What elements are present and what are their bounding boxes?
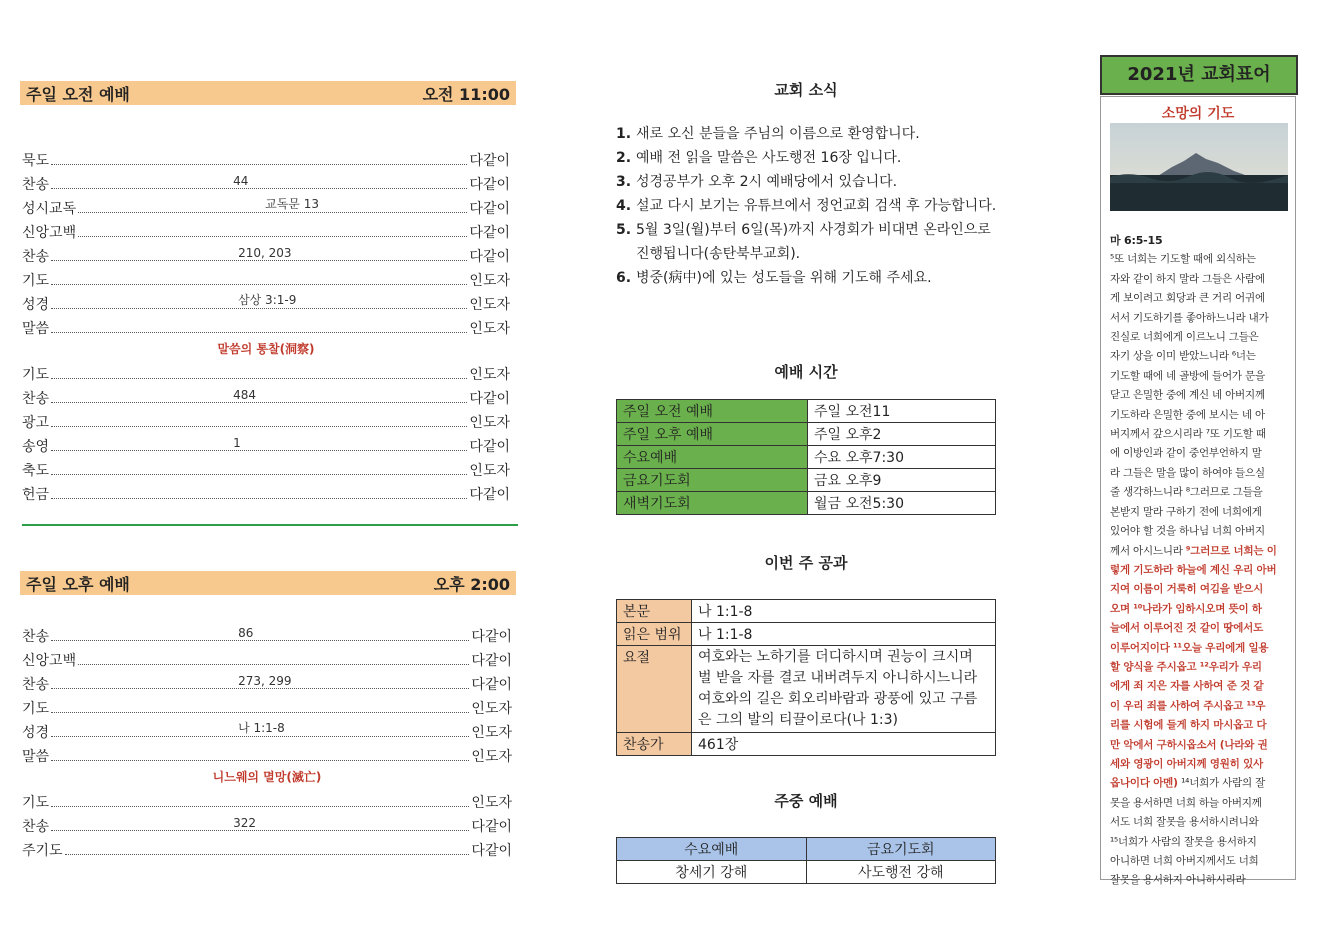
order-role: 다같이 [469, 674, 512, 694]
table-row: 새벽기도회 월금 오전5:30 [617, 492, 996, 515]
order-role: 인도자 [467, 270, 510, 290]
order-detail: 삼상 3:1-9 [238, 293, 297, 307]
dot-leader [51, 436, 467, 451]
verse-line: 오며 ¹⁰나라가 임하시오며 뜻이 하 [1110, 602, 1262, 615]
order-role: 다같이 [469, 816, 512, 836]
order-row [22, 622, 512, 646]
order-role: 다같이 [467, 198, 510, 218]
order-row [22, 812, 512, 836]
order-label: 찬송 [22, 174, 51, 194]
dot-leader [51, 626, 469, 641]
order-label: 신앙고백 [22, 222, 78, 242]
verse-line: 리를 시험에 들게 하지 마시옵고 다 [1110, 719, 1267, 732]
afternoon-header [20, 571, 516, 595]
verse-line: 기도하라 은밀한 중에 보시는 네 아 [1110, 408, 1265, 421]
verse-line: 잘못을 용서하지 아니하시리라 [1110, 874, 1246, 887]
order-label: 주기도 [22, 840, 65, 860]
verse-line: 늘에서 이루어진 것 같이 땅에서도 [1110, 622, 1264, 635]
order-role: 다같이 [467, 246, 510, 266]
order-row [22, 242, 510, 266]
lesson-table [616, 599, 996, 756]
order-row [22, 742, 512, 766]
dot-leader [51, 712, 469, 713]
lesson-title: 이번 주 공과 [764, 554, 848, 572]
order-label: 찬송 [22, 674, 51, 694]
order-label: 기도 [22, 364, 51, 384]
dot-leader [51, 426, 467, 427]
order-role: 다같이 [467, 150, 510, 170]
order-detail: 교독문 13 [265, 197, 319, 211]
order-row [22, 170, 510, 194]
table-row: 요절 여호와는 노하기를 더디하시며 권능이 크시며 벌 받을 자를 결코 내버려두지 아니하시느니라 여호와의 길은 회오리바람과 광풍에 있고 구름 은 그의 발의 티끌이로다(나 1:3) [617, 646, 996, 733]
verse-line: 라 그들은 말을 많이 하여야 들으실 [1110, 466, 1265, 479]
order-role: 인도자 [467, 412, 510, 432]
order-role: 인도자 [469, 698, 512, 718]
order-row [22, 408, 510, 432]
dot-leader [51, 378, 467, 379]
order-detail: 1 [233, 436, 241, 450]
dot-leader [51, 284, 467, 285]
midweek-title: 주중 예배 [774, 792, 838, 810]
order-label: 신앙고백 [22, 650, 78, 670]
table-row: 주일 오후 예배 주일 오후2 [617, 423, 996, 446]
order-row [22, 218, 510, 242]
news-item: 3. 성경공부가 오후 2시 예배당에서 있습니다. [616, 174, 898, 190]
order-row [22, 670, 512, 694]
order-role: 다같이 [467, 436, 510, 456]
verse-line: 닫고 은밀한 중에 계신 네 아버지께 [1110, 389, 1265, 402]
verse-line: 에게 죄 지은 자를 사하여 준 것 같 [1110, 680, 1264, 693]
order-role: 인도자 [469, 722, 512, 742]
dot-leader [51, 164, 467, 165]
dot-leader [51, 246, 467, 261]
times-table [616, 399, 996, 515]
motto-panel [1100, 96, 1296, 887]
news-item: 1. 새로 오신 분들을 주님의 이름으로 환영합니다. [616, 126, 920, 142]
verse-line: 줄 생각하느니라 ⁸그러므로 그들을 [1110, 486, 1263, 499]
order-row [22, 266, 510, 290]
order-role: 다같이 [467, 388, 510, 408]
verse-line: 게 보이려고 회당과 큰 거리 어귀에 [1110, 292, 1265, 305]
divider [22, 524, 518, 526]
verse-line: 버지께서 갚으시리라 ⁷또 기도할 때 [1110, 428, 1266, 441]
order-detail: 86 [238, 626, 254, 640]
sermon-title: 말씀의 통찰(洞察) [217, 342, 315, 356]
order-label: 기도 [22, 270, 51, 290]
order-row [22, 432, 510, 456]
order-row [22, 788, 512, 812]
order-detail: 44 [233, 174, 249, 188]
table-row: 창세기 강해 사도행전 강해 [617, 861, 996, 884]
dot-leader [51, 674, 469, 689]
order-role: 인도자 [467, 318, 510, 338]
order-role: 다같이 [467, 222, 510, 242]
order-detail: 273, 299 [238, 674, 292, 688]
order-label: 찬송 [22, 816, 51, 836]
table-row: 주일 오전 예배 주일 오전11 [617, 400, 996, 423]
verse-line: 서서 기도하기를 좋아하느니라 내가 [1110, 311, 1269, 324]
order-row [22, 646, 512, 670]
news-item: 2. 예배 전 읽을 말씀은 사도행전 16장 입니다. [616, 150, 902, 166]
verse-line: ¹⁵너희가 사람의 잘못을 용서하지 [1110, 835, 1257, 848]
motto-subtitle: 소망의 기도 [1161, 106, 1235, 122]
dot-leader [51, 721, 469, 737]
verse-line: 세와 영광이 아버지께 영원히 있사 [1110, 757, 1264, 770]
news-title: 교회 소식 [774, 81, 838, 99]
table-row: 본문 나 1:1-8 [617, 600, 996, 623]
mountain-image [1110, 123, 1288, 211]
afternoon-order [22, 622, 512, 860]
order-row [22, 314, 510, 338]
verse-line: 만 악에서 구하시옵소서 (나라와 권 [1110, 738, 1268, 751]
order-detail: 322 [233, 816, 256, 830]
verse-line: 본받지 말라 구하기 전에 너희에게 [1110, 505, 1262, 518]
verse-line: 서도 너희 잘못을 용서하시려니와 [1110, 816, 1259, 829]
order-detail: 484 [233, 388, 256, 402]
dot-leader [51, 388, 467, 403]
order-label: 말씀 [22, 746, 51, 766]
table-row: 수요예배 수요 오후7:30 [617, 446, 996, 469]
order-detail: 210, 203 [238, 246, 292, 260]
order-label: 말씀 [22, 318, 51, 338]
morning-title: 주일 오전 예배 [26, 84, 130, 104]
verse-line: 있어야 할 것을 하나님 너희 아버지 [1110, 525, 1265, 538]
news-item: 4. 설교 다시 보기는 유튜브에서 정언교회 검색 후 가능합니다. [616, 198, 997, 214]
dot-leader [51, 174, 467, 189]
order-label: 성경 [22, 294, 51, 314]
order-label: 찬송 [22, 626, 51, 646]
order-row [22, 194, 510, 218]
order-row [22, 718, 512, 742]
order-label: 송영 [22, 436, 51, 456]
order-label: 축도 [22, 460, 51, 480]
order-role: 인도자 [467, 364, 510, 384]
verse-line: 이루어지이다 ¹¹오늘 우리에게 일용 [1110, 641, 1269, 654]
order-row [22, 480, 510, 504]
news-item: 5. 5월 3일(월)부터 6일(목)까지 사경회가 비대면 온라인으로 진행됩니다(송탄북부교회). [616, 222, 991, 262]
sermon-title: 니느웨의 멸망(滅亡) [212, 770, 322, 784]
dot-leader [51, 806, 469, 807]
order-row [22, 456, 510, 480]
order-role: 다같이 [469, 650, 512, 670]
verse-line: 아니하면 너희 아버지께서도 너희 [1110, 855, 1259, 867]
order-label: 기도 [22, 698, 51, 718]
order-label: 성경 [22, 722, 51, 742]
order-row [22, 694, 512, 718]
verse-line: 못을 용서하면 너희 하늘 아버지께 [1110, 796, 1262, 809]
motto-ref: 마 6:5-15 [1110, 234, 1163, 247]
order-role: 인도자 [467, 460, 510, 480]
dot-leader [51, 498, 467, 499]
order-role: 다같이 [469, 840, 512, 860]
times-title: 예배 시간 [774, 363, 838, 381]
order-row [22, 384, 510, 408]
verse-line: 렇게 기도하라 하늘에 계신 우리 아버 [1110, 563, 1277, 576]
table-row: 수요예배 금요기도회 [617, 838, 996, 861]
verse-line: 이 우리 죄를 사하여 주시옵고 ¹³우 [1110, 699, 1266, 712]
order-label: 성시교독 [22, 198, 78, 218]
dot-leader [51, 293, 467, 309]
morning-time: 오전 11:00 [422, 84, 510, 104]
afternoon-title: 주일 오후 예배 [26, 574, 130, 594]
dot-leader [78, 236, 467, 237]
verse-line: 진실로 너희에게 이르노니 그들은 [1110, 331, 1259, 344]
midweek-table [616, 837, 996, 884]
order-role: 다같이 [467, 174, 510, 194]
order-role: 다같이 [467, 484, 510, 504]
order-label: 기도 [22, 792, 51, 812]
dot-leader [51, 474, 467, 475]
order-role: 다같이 [469, 626, 512, 646]
order-label: 광고 [22, 412, 51, 432]
order-role: 인도자 [469, 746, 512, 766]
morning-order [22, 146, 510, 504]
verse-line: 기도할 때에 네 골방에 들어가 문을 [1110, 369, 1265, 382]
motto-title: 2021년 교회표어 [1100, 55, 1298, 95]
verse-line: ⁵또 너희는 기도할 때에 외식하는 [1110, 253, 1256, 266]
order-role: 인도자 [467, 294, 510, 314]
news-list [616, 122, 996, 290]
order-label: 묵도 [22, 150, 51, 170]
dot-leader [78, 197, 467, 213]
verse-line: 에 이방인과 같이 중언부언하지 말 [1110, 447, 1262, 460]
order-label: 찬송 [22, 246, 51, 266]
news-item: 6. 병중(病中)에 있는 성도들을 위해 기도해 주세요. [616, 270, 932, 286]
verse-line: 지여 이름이 거룩히 여김을 받으시 [1110, 583, 1264, 596]
dot-leader [65, 854, 470, 855]
order-detail: 나 1:1-8 [238, 721, 285, 735]
dot-leader [51, 332, 467, 333]
verse-line: 자와 같이 하지 말라 그들은 사람에 [1110, 272, 1265, 285]
motto-text: 마 6:5-15 ⁵또 너희는 기도할 때에 외식하는 자와 같이 하지 말라 그들은 사람에 게 보이려고 회당과 큰 거리 어귀에 서서 기도하기를 좋아하느니라 내가 진실로 너희에게 이르노니 그들은 자기 상을 이미 받았느니라 ⁶너는 기도할 때에 네 골방에 들어가 문을 닫고 은밀한 중에 계신 네 아버지께 기도하라 은밀한 중에 보시는 네 아 버지께서 갚으시리라 ⁷또 기도할 때 에 이방인과 같이 중언부언하지 말 라 그들은 말을 많이 하여야 들으실 줄 생각하느니라 ⁸그러므로 그들을 본받지 말라 구하기 전에 너희에게 있어야 할 것을 하나님 너희 아버지 께서 아시느니라 ⁹그러므로 너희는 이 렇게 기도하라 하늘에 계신 우리 아버 지여 이름이 거룩히 여김을 받으시 오며 ¹⁰나라가 임하시오며 뜻이 하 늘에서 이루어진 것 같이 땅에서도 이루어지이다 ¹¹오늘 우리에게 일용 할 양식을 주시옵고 ¹²우리가 우리 에게 죄 지은 자를 사하여 준 것 같 이 우리 죄를 사하여 주시옵고 ¹³우 리를 시험에 들게 하지 마시옵고 다 만 악에서 구하시옵소서 (나라와 권 세와 영광이 아버지께 영원히 있사 옵나이다 아멘) ¹⁴너희가 사람의 잘 못을 용서하면 너희 하늘 아버지께 서도 너희 잘못을 용서하시려니와 ¹⁵너희가 사람의 잘못을 용서하지 아니하면 너희 아버지께서도 너희 잘못을 용서하지 아니하시리라 [1110, 231, 1290, 891]
dot-leader [51, 760, 469, 761]
order-row [22, 146, 510, 170]
verse-line: 할 양식을 주시옵고 ¹²우리가 우리 [1110, 660, 1262, 673]
order-row [22, 836, 512, 860]
dot-leader [78, 664, 469, 665]
table-row: 찬송가 461장 [617, 733, 996, 756]
order-row [22, 360, 510, 384]
order-row [22, 290, 510, 314]
order-role: 인도자 [469, 792, 512, 812]
table-row: 읽은 범위 나 1:1-8 [617, 623, 996, 646]
afternoon-time: 오후 2:00 [433, 574, 510, 594]
order-label: 헌금 [22, 484, 51, 504]
dot-leader [51, 816, 469, 831]
verse-line: 자기 상을 이미 받았느니라 ⁶너는 [1110, 350, 1256, 363]
table-row: 금요기도회 금요 오후9 [617, 469, 996, 492]
order-label: 찬송 [22, 388, 51, 408]
morning-header [20, 81, 516, 105]
